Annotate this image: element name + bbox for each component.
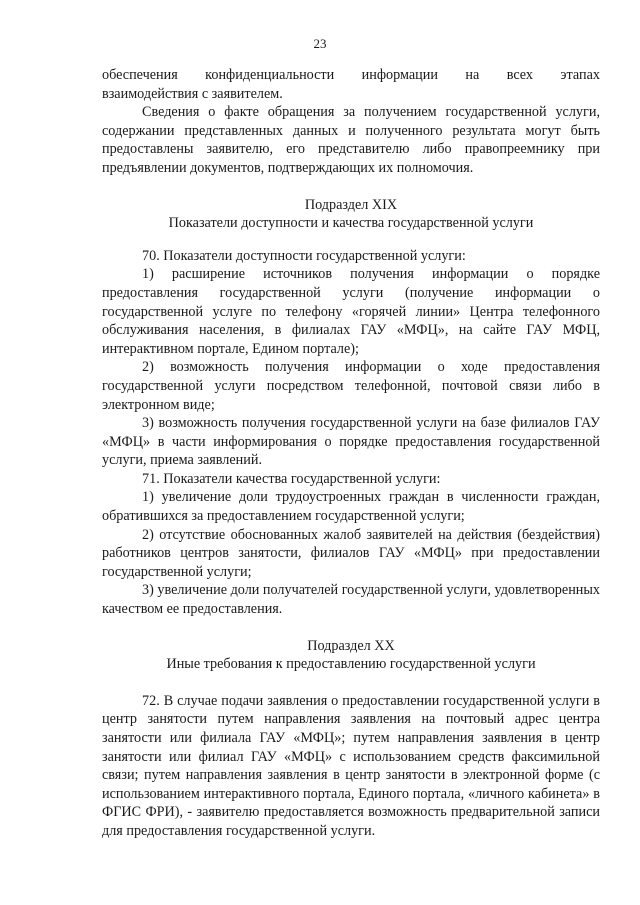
item-71: 71. Показатели качества государственной услуги: — [142, 470, 441, 487]
item-70: 70. Показатели доступности государственной услуги: — [142, 247, 466, 264]
page-content — [102, 66, 600, 841]
item-72: 72. В случае подачи заявления о предоставлении государственной услуги в центр занятости путем направления заявления на почтовый адрес центра занятости или филиала ГАУ «МФЦ»; путем направления заявления в центр занятости или филиал ГАУ «МФЦ» с использованием средств факсимильной связи; путем направления заявления в центр занятости в электронной форме (с использованием интерактивного портала, Единого портала, «личного кабинета» в ФГИС ФРИ), - заявителю предоставляется возможность предварительной записи для предоставления государственной услуги. — [102, 692, 600, 839]
item-71-1: 1) увеличение доли трудоустроенных граждан в численности граждан, обратившихся за предоставлением государственной услуги; — [102, 489, 600, 525]
section-20-title: Иные требования к предоставлению государственной услуги — [166, 656, 536, 673]
page-number: 23 — [313, 36, 327, 51]
item-70-3: 3) возможность получения государственной услуги на базе филиалов ГАУ «МФЦ» в части информирования о порядке предоставления государственной услуги, приема заявлений. — [102, 415, 600, 469]
paragraph-continuation-line2: взаимодействия с заявителем. — [102, 85, 283, 102]
section-19-heading: Подраздел XIX — [304, 196, 398, 213]
section-19-title: Показатели доступности и качества государственной услуги — [168, 215, 534, 232]
item-70-2: 2) возможность получения информации о ходе предоставления государственной услуги посредством телефонной, почтовой связи либо в электронном виде; — [102, 359, 600, 413]
paragraph-continuation-line1: обеспечения конфиденциальности информации на всех этапах — [102, 67, 600, 83]
item-70-1: 1) расширение источников получения информации о порядке предоставления государственной услуги (получение информации о государственной услуге по телефону «горячей линии» Центра телефонного обслуживания населения, в филиалах ГАУ «МФЦ», на сайте ГАУ МФЦ, интерактивном портале, Едином портале); — [102, 266, 600, 357]
paragraph-info-disclosure: Сведения о факте обращения за получением государственной услуги, содержании представленных данных и полученного результата могут быть предоставлены заявителю, его представителю либо правопреемнику при предъявлении документов, подтверждающих их полномочия. — [102, 104, 600, 176]
item-71-3: 3) увеличение доли получателей государственной услуги, удовлетворенных качеством ее предоставления. — [102, 582, 600, 618]
item-71-2: 2) отсутствие обоснованных жалоб заявителей на действия (бездействия) работников центров занятости, филиалов ГАУ «МФЦ» при предоставлении государственной услуги; — [102, 526, 600, 580]
section-20-heading: Подраздел XX — [307, 637, 395, 654]
